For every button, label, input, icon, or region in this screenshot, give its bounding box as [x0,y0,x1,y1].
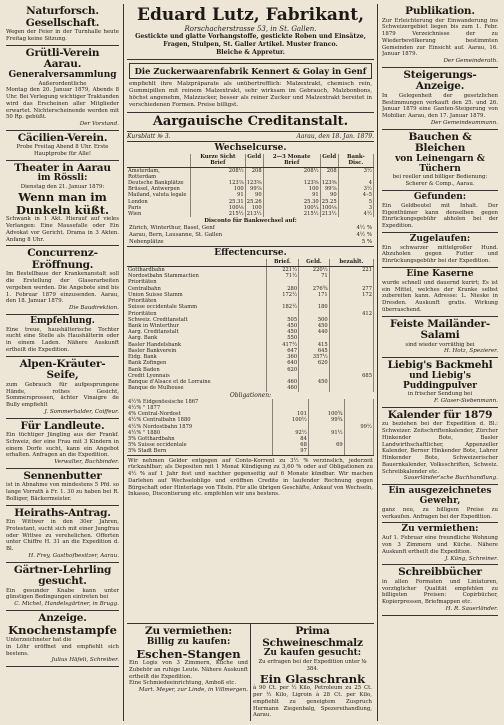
securities-table [127,259,374,391]
discount-place: Nebenplätze [129,238,164,245]
ad-heading: Gärtner-Lehrling gesucht. [13,563,112,588]
rate-cell: 208 [320,167,338,180]
ad-body-text: Wegen der Feier in der Turnhalle heute Freitag keine Sitzung. [6,29,119,42]
rate-cell: 213½ [246,211,262,218]
ad-body-text: in Löhr eröffnet und empfiehlt sich bestens. [6,643,119,657]
row-label: Prioritäten [127,298,266,304]
ad-subheading: im Rössli: [37,173,88,184]
rate-cell: 97 [273,448,309,454]
rate-cell: 3 [338,205,373,211]
advertisement [6,506,119,563]
row-label: Gotthardbahn [127,266,266,273]
discount-section [127,217,374,246]
row-label: Banque d'Alsace et de Lorraine [127,379,266,385]
advertisement [382,191,498,233]
rate-cell: 90 [320,192,338,198]
rate-cell: 123⅜ [321,180,337,186]
rate-cell: 620 [266,367,298,373]
advertisement [382,523,498,565]
rate-cell: 25.25 [321,198,337,205]
ad-subheading: Billig zu kaufen: [146,636,231,647]
row-label: 4½% Nordostbahn 1879 [127,424,273,430]
ad-heading: Heiraths-Antrag. [14,506,111,519]
ad-body-text: Ein schwarzer mittelgroßer Hund. Abzuholen gegen Futter und Einrückungsgebühr bei der Expedition. [382,244,498,265]
discount-row [129,239,372,246]
ad-heading: Kalender für 1879 [387,408,493,421]
row-label: Banque de Mulhouse [127,385,266,391]
ad-heading: Theater in Aarau [14,161,111,174]
ad-heading: Zu vermiethen: [145,625,232,638]
rate-cell: 4 [338,180,373,186]
advertisement [382,233,498,268]
ad-signature: Sauerländer'sche Buchhandlung. [403,475,498,482]
ad-heading: Feiste Mailänder-Salami [389,317,490,342]
rate-cell: 220½ [299,266,330,273]
ad-heading: Sennenbutter [23,469,102,482]
column-header: Bank-Disc. [338,154,373,167]
row-label: 5% Suisse occidentale [127,442,273,448]
row-label: Union Suisse Stamm [127,292,266,298]
ad-heading: Naturforsch. Gesellschaft. [25,5,100,29]
rate-cell: 640 [266,360,298,366]
column-header [127,259,266,266]
rate-cell: 99⅞ [320,186,338,192]
rate-cell: 90 [245,192,263,198]
ad-subheading: Ein ausgezeichnetes Gewehr, [388,486,492,507]
securities-title: Effectencurse. [127,246,374,259]
ad-body-text: Ein gesunder Knabe kann unter günstigen Bedingungen eintreten bei [6,587,119,601]
ad-body-text: Auf 1. Februar eine freundliche Wohnung von 3 Zimmern und Küche. Nähere Auskunft ertheilt die Expedition. [382,535,498,555]
lutz-line: Gestickte und glatte Vorhangstoffe, gestickte Roben und Einsätze, [135,33,366,41]
bonds-table [127,399,374,455]
row-label: Aarg. Creditanstalt [127,329,266,335]
advertisement [6,563,119,611]
table-header-row [127,259,374,266]
rate-cell: 412 [329,311,373,317]
rate-cell: 100¼ [263,205,320,211]
rate-cell: 440 [299,329,330,335]
ad-centered-text: in frischer Sendung bei [407,391,473,398]
lutz-advertisement [127,4,374,60]
ad-signature: J. Küng, Schreiner. [445,555,498,562]
ad-heading: Liebig's Backmehl [387,359,493,372]
rate-cell: 71½ [266,273,298,279]
credit-institution-header [127,113,374,130]
rate-cell: 3½ [338,167,373,180]
ad-centered-text: Dienstag den 21. Januar 1879: [20,184,105,191]
advertisement [6,419,119,469]
lutz-line: Bleiche & Appretur. [216,48,285,56]
row-label: Wien [127,211,191,217]
ad-body-text: zu beziehen bei der Expedition d. Bl.: Schweizer. Zeitschriftenkalender, Zürcher Hinkender Bote, Basler Landwirthschaftlicher, Appenzeller Kalender, Berner Hinkender Bote, Lahrer Hinkender Bote, Schweizerischer Bauernkalender, Volksschriften, Schweiz. Schreibkalender etc. [382,421,498,475]
rate-cell: 91½ [308,430,344,436]
row-label: 5% Stadt Bern [127,448,273,454]
ad-large-text: Eschen-Stangen [136,646,241,661]
ad-body-text: zum Gebrauch für aufgesprungene Hände, rothes Gesicht, Sommersprossen, ächter Vinaigre de Bully empfiehlt [6,381,119,409]
bottom-advertisements [127,623,374,721]
ad-heading: Anzeige. [38,611,87,624]
ad-signature: Verwalter, Buchbinder. [54,459,119,466]
ad-signature: F. Glaser-Siebenmann. [434,398,498,405]
ad-body-text: Eine Schmiedeeinrichtung, Amboß etc. [129,680,237,687]
row-label: Schweiz. Creditanstalt [127,317,266,323]
kursblatt-date: Aarau, den 18. Jan. 1879. [296,132,374,140]
rate-cell: 620 [299,360,330,366]
row-label: Nordostbahn Stammactien [127,273,266,279]
ad-body-text: in allen Formaten und Liniaturen, vorzüglicher Qualität empfehlen zu billigsten Preisen: Copirbücher, Kopierpressen, Briefmappen etc. [382,578,498,606]
rate-cell: 182½ [266,304,298,310]
ad-heading: Prima Schweineschmalz [262,625,363,649]
row-label: Basler Handelsbank [127,342,266,348]
rate-cell: 215½ [191,211,246,217]
advertisement [6,611,119,667]
column-header [127,154,191,167]
rate-cell: 450 [299,323,330,329]
advertisement [6,4,119,46]
rate-cell: 123⅞ [191,180,246,186]
row-label: 5% Gotthardbahn [127,436,273,442]
ad-body-text: Unterzeichneter hat die [6,637,72,644]
rate-cell: 71 [299,273,330,279]
advertisement [6,161,119,246]
ad-body-text: Ein Logis von 3 Zimmern, Küche und Zubehör an ruhige Leute. Nähere Auskunft ertheilt die Expedition. [129,660,248,680]
rate-cell: 100 [191,186,246,192]
column-header: Kurze Sicht Brief [191,154,246,167]
ad-large-text: Wenn man im Dunkeln küßt. [15,190,110,217]
ad-heading: Concurrenz-Eröffnung. [27,247,98,271]
rate-cell: 180 [299,304,330,310]
table-row [127,167,374,180]
rate-cell: 450 [266,329,298,335]
rate-cell: 171 [299,292,330,298]
ad-signature: Der Vorstand. [79,121,119,128]
ad-signature: H. Frey, Gasthofbesitzer, Aarau. [28,552,119,559]
rate-cell: 3½ [338,186,373,192]
discount-rate: 4½ % [356,225,372,232]
ad-subheading: Zu vermiethen: [401,524,479,535]
rate-cell: 25.26 [246,198,262,205]
row-label: Brüssel, Antwerpen [127,186,191,192]
ad-signature: Mart. Meyer, zur Linde, in Villmergen. [138,687,248,694]
advertisement [6,469,119,506]
ad-large-text: Knochenstampfe [8,623,117,638]
advertisement [6,131,119,161]
rate-cell: 100¾ [308,411,344,417]
ad-subheading: Zugelaufen: [409,233,471,244]
row-label: Aarg. Bank [127,335,266,341]
ad-body-text: Montag den 20. Januar 1879, Abends 8 Uhr. Bei Verlegung wichtiger Traktanden wird das Erscheinen aller Mitglieder erwartet. Nichterscheinende werden mit 50 Rp. gebüßt. [6,87,119,121]
rate-cell: 460 [266,379,298,385]
kursblatt-number: Kursblatt № 3. [127,132,171,140]
rate-cell: 357½ [299,354,330,360]
ad-subheading: Generalversammlung [8,69,117,80]
rate-cell: 100⅛ [321,204,337,211]
lutz-address: Rorschacherstrasse 53, in St. Gallen. [184,24,317,33]
advertisement [127,624,251,721]
rate-cell: 550 [266,335,298,341]
row-label: Amsterdam, Rotterdam [127,167,191,180]
rate-cell: 123⅝ [263,180,320,186]
rate-cell: 84 [273,436,309,442]
ad-signature: J. Sommerhalder, Coiffeur. [44,408,119,415]
rate-cell: 647 [266,348,298,354]
row-label: Eidg. Bank [127,354,266,360]
column-header: Geld [245,154,263,167]
ad-subheading: Gefunden: [413,191,467,202]
ad-signature: Die Baudirektion. [69,305,119,312]
ad-body-text: Ein Geldbeutel mit Inhalt. Der Eigenthümer kann denselben gegen Einrückungsgebühr abholen bei der Expedition. [382,202,498,230]
row-label: Bank in Winterthur [127,323,266,329]
rate-cell: 91 [263,192,320,198]
sugar-factory-advertisement [127,60,374,113]
ad-body-text: Eine treue, haushälterische Tochter sucht eine Stelle als Haushälterin oder in einem Laden. Nähere Auskunft ertheilt die Expedition. [6,326,119,353]
rate-cell: 4–5 [338,192,373,198]
discount-title: Disconto für Bankwechsel auf: [204,218,297,225]
ad-centered-text: Probe Freitag Abend 8 Uhr. Erste Hauptprobe für Alle! [16,144,109,158]
ad-body-text: wurde schnell und dauernd kurirt; Es ist ein Mittel, welches der Kranke selbst zubereiten kann. Adresse: L. Nieske in Dresden. Auskunft gratis. Wirkung überraschend. [382,279,498,313]
rate-cell: 101 [273,411,309,417]
table-row [127,266,374,273]
row-label: 4½% Centralbahn 1880 [127,417,273,423]
sugar-factory-text: empfiehlt ihre Malzpräparate als unübertrefflich: Malzextrakt, chemisch rein, Gummipillen mit reinem Malzextrakt, sehr wirksam im Gebrauch, Malzbonbons, höchst angenehm, Malzzucker, besser als reiner Zucker und Malzextrakt bereitet in verschiedenen Formen. Preise billigst. [129,81,372,109]
ad-heading: Alpen-Kräuter-Seife, [19,357,106,382]
ad-heading: Steigerungs-Anzeige. [403,68,477,93]
advertisement [382,485,498,523]
ad-signature: H. R. Sauerländer. [445,605,498,612]
rate-cell: 645 [299,348,330,354]
bonds-title: Obligationen: [229,391,272,399]
advertisement [382,4,498,68]
discount-place: Aarau, Bern, Lausanne, St. Gallen [129,231,223,238]
rate-cell: 25.30 [263,199,320,205]
advertisement [382,68,498,130]
ad-body-text: ganz neu, zu billigem Preise zu verkaufen. Anfragen bei der Expedition. [382,506,498,520]
ad-heading: Cäcilien-Verein. [17,131,108,144]
row-label: Bank Zofingen [127,360,266,366]
row-label: Bank Baden [127,367,266,373]
row-label: Prioritäten [127,311,266,317]
exchange-rates-table [127,154,374,218]
rate-cell: 505 [266,317,298,323]
advertisement [382,317,498,359]
row-label: Deutsche Bankplätze [127,180,191,186]
rate-cell: 100 [263,186,320,192]
newspaper-page [4,4,500,721]
rate-cell: 208½ [191,167,246,180]
rate-cell: 450 [299,379,330,385]
row-label: London [127,199,191,205]
rate-cell: 276¾ [299,286,330,292]
rate-cell: 99⅞ [245,186,263,192]
rate-cell: 215½ [263,211,320,217]
kursblatt-row [127,131,374,142]
ad-body-text: Im Bestellbaue der Krankenanstalt soll die Erstellung der Glaserarbeiten vergeben werden. Die Angebote sind bis 1. Februar 1879 einzusenden. Aarau, den 18. Januar 1879. [6,271,119,305]
row-label: 4½% " 1880 [127,430,273,436]
advertisement [382,408,498,485]
ad-subheading: Empfehlung. [30,315,95,326]
advertisement [251,624,374,721]
rate-cell: 123⅝ [246,180,262,186]
ad-subheading: Eine Kaserne [406,268,474,279]
rate-cell: 69 [308,442,344,448]
ad-body-text: Zur Erleichterung der Einwanderung ins Schweizergebiet liegen bis zum 1. Febr. 1879 Verzeichnisse der zu Wiederbevölkerung bestimmten Gemeinden zur Einsicht auf. Aarau, 16. Januar 1879. [382,17,498,58]
row-label: 4½% Eidgenössische 1867 [127,399,273,405]
right-column [378,4,500,721]
row-label: Credit Lyonnais [127,373,266,379]
discount-rate: 4½ % [356,231,372,238]
ad-centered-text: Zu erfragen bei der Expedition unter № 384. [258,659,367,672]
rate-cell: 68 [273,442,309,448]
row-label: Centralbahn [127,286,266,292]
advertisement [382,268,498,317]
ad-body-text: Schwank in 1 Akt. Hierauf auf vieles Verlangen: Eine Mausefalle oder Ein Advokat vor Gericht. Drama in 3 Akten. Anfang 8 Uhr. [6,216,119,243]
rate-cell: 99½ [344,424,373,430]
ad-heading: Bauchen & Bleichen [408,130,472,155]
row-label: Paris [127,205,191,211]
rate-cell: 450 [266,323,298,329]
row-label: Suisse occidentale Stamm [127,304,266,310]
rate-cell: 92½ [273,430,309,436]
rate-cell: 685 [329,373,373,379]
rate-cell: 277 [329,286,373,292]
ad-heading: Schreibbücher [398,566,482,579]
rate-cell: 100½ [273,417,309,423]
ad-centered-text: Außerordentliche [38,80,87,87]
rate-cell: 5 [338,199,373,205]
row-label: 4½% " 1877 [127,405,273,411]
column-header: Brief. [266,259,298,266]
ad-centered-text: sind wieder vorräthig bei [405,341,475,348]
rate-cell: 208½ [263,167,320,180]
credit-title: Aargauische Creditanstalt. [152,114,349,130]
ad-signature: Der Gemeinderath. [443,58,498,65]
exchange-rates-title: Wechselcurse. [214,142,287,153]
ad-signature: Der Gemeindeammann. [430,119,498,126]
rate-cell: 91 [191,192,246,198]
ad-body-text: Ein Wittwer in den 30er Jahren, Protestant, sucht sich mit einer Jungfrau oder Wittwe zu verehelichen. Offerten unter Chiffre H. 31 an die Expedition d. Bl. [6,519,119,553]
rate-cell: 4½ [338,211,373,217]
rate-cell: 360 [266,354,298,360]
ad-body-text: Ein tüchtiger Jüngling aus der Frankf. Schweiz, der eine Frau mit 3 Kindern in einem Dorfe sucht, kann ein Angebot erhalten. Anfragen an die Expedition. [6,432,119,459]
ad-heading: Für Landleute. [20,419,105,432]
advertisement [6,315,119,357]
rate-cell: 100⅛ [191,205,246,211]
ad-body-text: ist in Abnahme von mindestens 5 Pfd. so lange Vorrath à Fr. 1. 30 zu haben bei R. Bolliger, Bäckermeister. [6,482,119,502]
ad-signature: H. Hotz, Spezierer. [443,348,498,355]
left-column [4,4,124,721]
rate-cell: 100 [245,205,263,211]
ad-signature: Julius Häfeli, Schreiber. [51,657,119,664]
rate-cell: 417½ [266,342,298,348]
table-header-row [127,154,374,167]
discount-row [129,225,372,232]
middle-column [124,4,378,721]
rate-cell: 460 [266,385,298,391]
row-label: 4% Central-Nordost [127,411,273,417]
column-header: Geld [320,154,338,167]
ad-centered-text: bei reeller und billiger Bedienung: Scherer & Comp., Aarau. [392,174,488,188]
column-header: Geld. [299,259,330,266]
rate-cell: 221 [329,266,373,273]
discount-rate: 5 % [361,238,372,245]
ad-large-text: Ein Glasschrank [259,671,366,686]
discount-place: Zürich, Winterthur, Basel, Genf [129,225,215,232]
row-label: Mailand, valuta legale [127,192,191,198]
ad-signature: C. Michel, Handelsgärtner, in Brugg. [14,601,119,608]
column-header: 2—3 Monate Brief [263,154,320,167]
lutz-name: Eduard Lutz, Fabrikant, [136,5,365,25]
rate-cell: 99¾ [308,417,344,423]
ad-heading: Grütli-Verein Aarau. [25,46,100,71]
advertisement [6,246,119,315]
ad-heading: Publikation. [405,5,475,17]
advertisement [382,130,498,191]
advertisement [382,565,498,615]
rate-cell: 280 [266,286,298,292]
advertisement [6,46,119,131]
rate-cell: 172 [329,292,373,298]
lutz-line: Fragen, Stulpen, St. Galler Artikel. Muster franco. [163,40,338,48]
ad-subheading: Zu kaufen gesucht: [263,648,362,659]
rate-cell: 25.31 [191,199,246,205]
rate-cell: 213½ [321,211,337,218]
rate-cell: 221½ [266,266,298,273]
advertisement [6,357,119,419]
row-label: Basler Bankverein [127,348,266,354]
discount-row [129,232,372,239]
rate-cell: 500 [299,317,330,323]
row-label: Prioritäten [127,279,266,285]
sugar-factory-title: Die Zuckerwaarenfabrik Kennert & Golay in Genf [129,63,372,79]
deposit-notice: Wir nehmen Gelder entgegen auf Conto-Korrent zu 3½ % verzinslich, jederzeit rückzahlbar; als Depositen mit 1 Monat Kündigung zu 3,60 % oder auf Obligationen zu 4½ % auf 1 Jahr fest und nachher gegenseitig auf 6 Monate kündbar. Wir machen Darlehen auf Wechselobligo und eröffnen Credite in laufender Rechnung gegen Bürgschaft oder Hinterlage von Titeln. Für alle übrigen Geschäfte, Ankauf von Wechseln, Inkasso, Discontierung etc. empfehlen wir uns bestens. [127,455,374,501]
rate-cell: 208 [245,167,263,180]
rate-cell: 172½ [266,292,298,298]
ad-body-text: à 90 Ct. per ½ Kilo, Petroleum zu 25 Ct. per ½ Kilo, Ligroin à 28 Ct. per Kilo, empfiehlt zu geneigtem Zuspruch Hermann Ziegenbalg, Spezereihandlung, Aarau. [253,685,372,719]
ad-subheading: von Leinengarn & Tüchern [395,153,485,174]
advertisement [382,358,498,408]
ad-subheading: und Liebig's Puddingpulver [402,370,478,391]
rate-cell: 415 [299,342,330,348]
ad-body-text: In Gelegenheit der gesetzlichen Bestimmungen verkauft den 25. und 26. Januar 1879 eine Ganten-Steigerung von Mobiliar. Aarau, den 17. Januar 1879. [382,92,498,120]
column-header: bezahlt. [329,259,373,266]
